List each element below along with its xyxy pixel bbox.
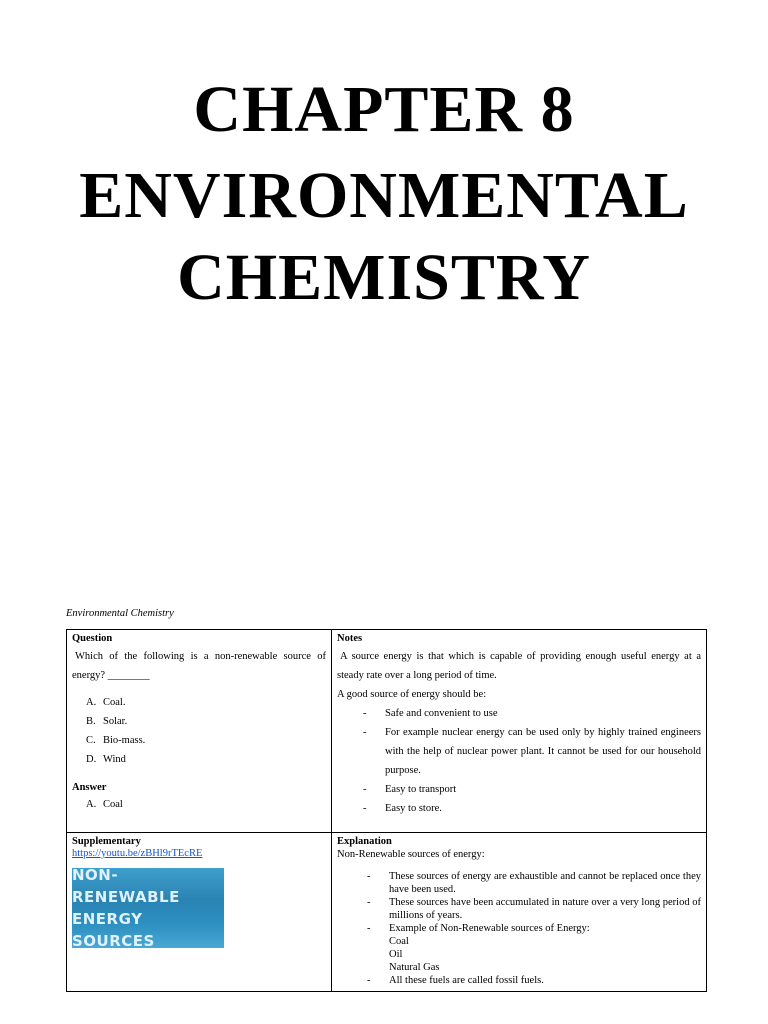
answer-header: Answer <box>72 782 107 793</box>
notes-header: Notes <box>337 633 363 644</box>
notes-item: - For example nuclear energy can be used only by highly trained engineers with the help of nuclear power plant. It cannot be used for our household purpose. <box>363 727 701 776</box>
non-renewable-banner-image: NON-RENEWABLE ENERGY SOURCES <box>72 868 224 948</box>
question-header: Question <box>72 633 113 644</box>
notes-cell <box>332 630 707 833</box>
answer-list <box>72 795 326 814</box>
chapter-title-line2: CHEMISTRY <box>177 241 591 314</box>
notes-list <box>337 704 701 818</box>
notes-item: - Safe and convenient to use <box>363 708 498 719</box>
explanation-item: - Example of Non-Renewable sources of Energy: Coal Oil Natural Gas <box>365 922 701 974</box>
explanation-header: Explanation <box>337 836 392 847</box>
chapter-number: CHAPTER 8 <box>193 73 575 146</box>
notes-lead: A good source of energy should be: <box>337 689 487 700</box>
option-item: D. Wind <box>86 754 126 765</box>
supplementary-header: Supplementary <box>72 836 141 847</box>
question-table <box>66 629 707 992</box>
notes-item: - Easy to transport <box>363 784 457 795</box>
chapter-title-line1: ENVIRONMENTAL <box>79 159 689 232</box>
video-link[interactable]: https://youtu.be/zBHl9rTEcRE <box>72 848 203 859</box>
example-natural-gas: Natural Gas <box>389 962 440 973</box>
example-oil: Oil <box>389 949 403 960</box>
notes-item: - Easy to store. <box>363 803 442 814</box>
question-cell <box>67 630 332 833</box>
document-label: Environmental Chemistry <box>66 608 174 619</box>
question-text: Which of the following is a non-renewable source of energy? ________ <box>72 651 326 681</box>
notes-intro: A source energy is that which is capable of providing enough useful energy at a steady rate over a long period of time. <box>337 651 701 681</box>
explanation-item: - These sources of energy are exhaustible and cannot be replaced once they have been used. <box>367 871 701 895</box>
option-list <box>72 693 326 769</box>
supplementary-cell <box>67 833 332 992</box>
explanation-cell <box>332 833 707 992</box>
explanation-list <box>337 870 701 987</box>
explanation-lead: Non-Renewable sources of energy: <box>337 849 485 860</box>
option-item: A. Coal. <box>86 697 126 708</box>
answer-item: A. Coal <box>86 799 123 810</box>
option-item: B. Solar. <box>86 716 128 727</box>
explanation-item: - All these fuels are called fossil fuels. <box>367 975 544 986</box>
explanation-item: - These sources have been accumulated in nature over a very long period of millions of years. <box>367 897 701 921</box>
example-coal: Coal <box>389 936 409 947</box>
option-item: C. Bio-mass. <box>86 735 146 746</box>
